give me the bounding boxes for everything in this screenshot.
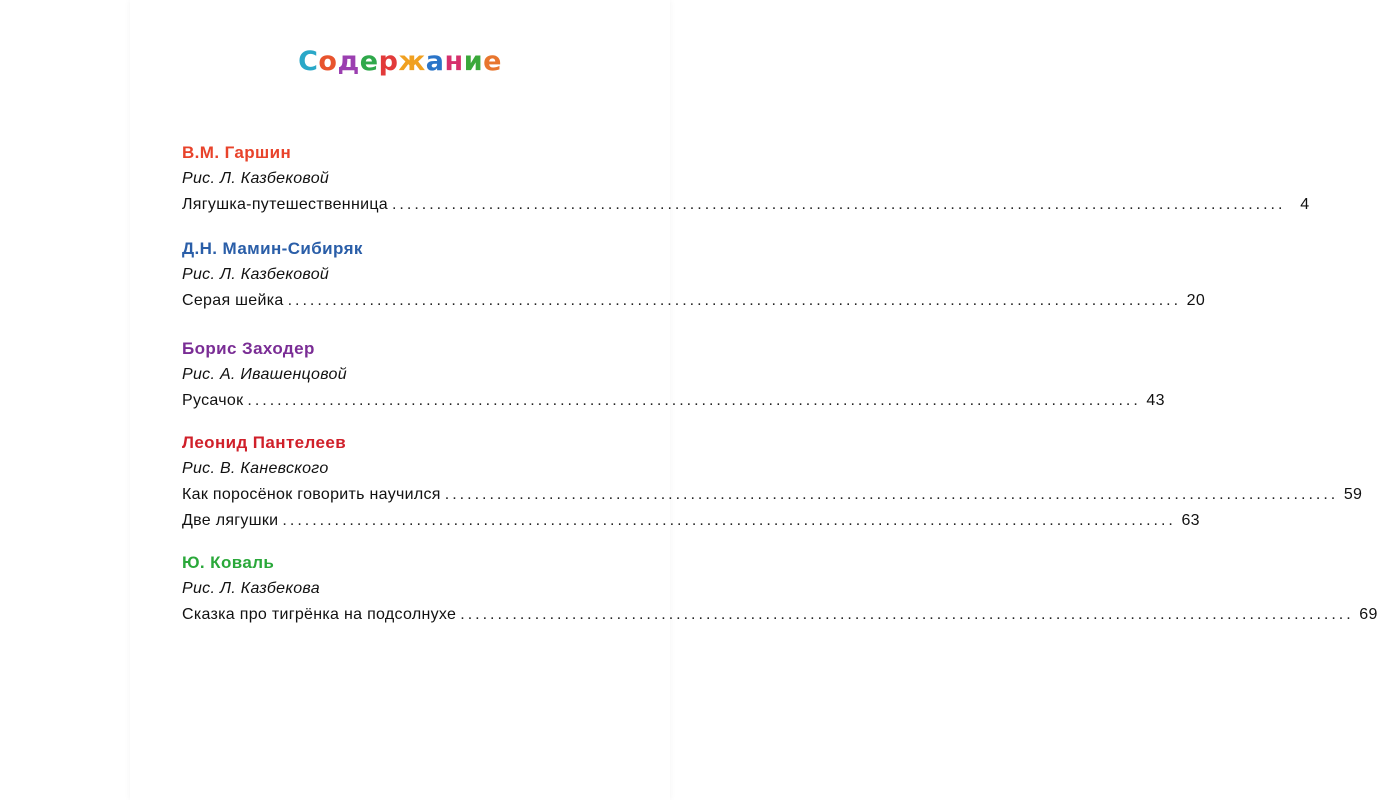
author-name: Леонид Пантелеев [182, 433, 347, 452]
toc-entry[interactable] [182, 482, 1363, 508]
dot-leader: ........................................................................................................................ [460, 606, 1354, 623]
illustrator-credit: Рис. Л. Казбековой [182, 266, 330, 283]
author-name: Ю. Коваль [182, 553, 275, 572]
entry-title: Как поросёнок говорить научился [182, 486, 441, 503]
dot-leader: ........................................................................................................................ [282, 512, 1176, 529]
page-number: 43 [1146, 392, 1165, 409]
author-name: Д.Н. Мамин-Сибиряк [182, 239, 363, 258]
illustrator-credit: Рис. Л. Казбековой [182, 170, 330, 187]
toc-entry[interactable] [182, 192, 1310, 218]
title-letter: е [483, 46, 502, 77]
illustrator-credit: Рис. В. Каневского [182, 460, 329, 477]
page-number: 4 [1300, 196, 1310, 213]
table-of-contents [182, 140, 1378, 628]
entry-title: Две лягушки [182, 512, 279, 529]
author-name: Борис Заходер [182, 339, 315, 358]
dot-leader: ........................................................................................................................ [444, 486, 1339, 503]
toc-entry[interactable] [182, 288, 1206, 314]
title-letter: С [298, 46, 319, 77]
title-letter: е [359, 46, 379, 77]
toc-section [182, 236, 1206, 336]
title-letter: д [337, 46, 360, 77]
toc-section [182, 336, 1165, 430]
author-name: В.М. Гаршин [182, 143, 292, 162]
toc-section [182, 140, 1310, 236]
illustrator-credit: Рис. А. Ивашенцовой [182, 366, 347, 383]
entry-title: Лягушка-путешественница [182, 196, 388, 213]
title-letter: а [425, 46, 445, 77]
page-number: 69 [1359, 606, 1378, 623]
entry-title: Серая шейка [182, 292, 284, 309]
page-number: 59 [1343, 486, 1363, 503]
toc-entry[interactable] [182, 388, 1165, 414]
title-letter: о [318, 46, 338, 77]
title-letter: н [444, 46, 464, 77]
dot-leader: ........................................................................................................................ [391, 196, 1286, 213]
title-letter: р [378, 46, 399, 77]
toc-entry[interactable] [182, 508, 1200, 534]
toc-entry[interactable] [182, 602, 1378, 628]
entry-title: Сказка про тигрёнка на подсолнухе [182, 606, 457, 623]
dot-leader: ........................................................................................................................ [247, 392, 1141, 409]
toc-section [182, 430, 1363, 550]
entry-title: Русачок [182, 392, 244, 409]
title-letter: и [463, 46, 484, 77]
illustrator-credit: Рис. Л. Казбекова [182, 580, 320, 597]
toc-section [182, 550, 1378, 628]
page-title [0, 46, 800, 77]
title-letter: ж [398, 46, 426, 77]
dot-leader: ........................................................................................................................ [287, 292, 1182, 309]
page-number: 63 [1181, 512, 1200, 529]
page-number: 20 [1186, 292, 1206, 309]
